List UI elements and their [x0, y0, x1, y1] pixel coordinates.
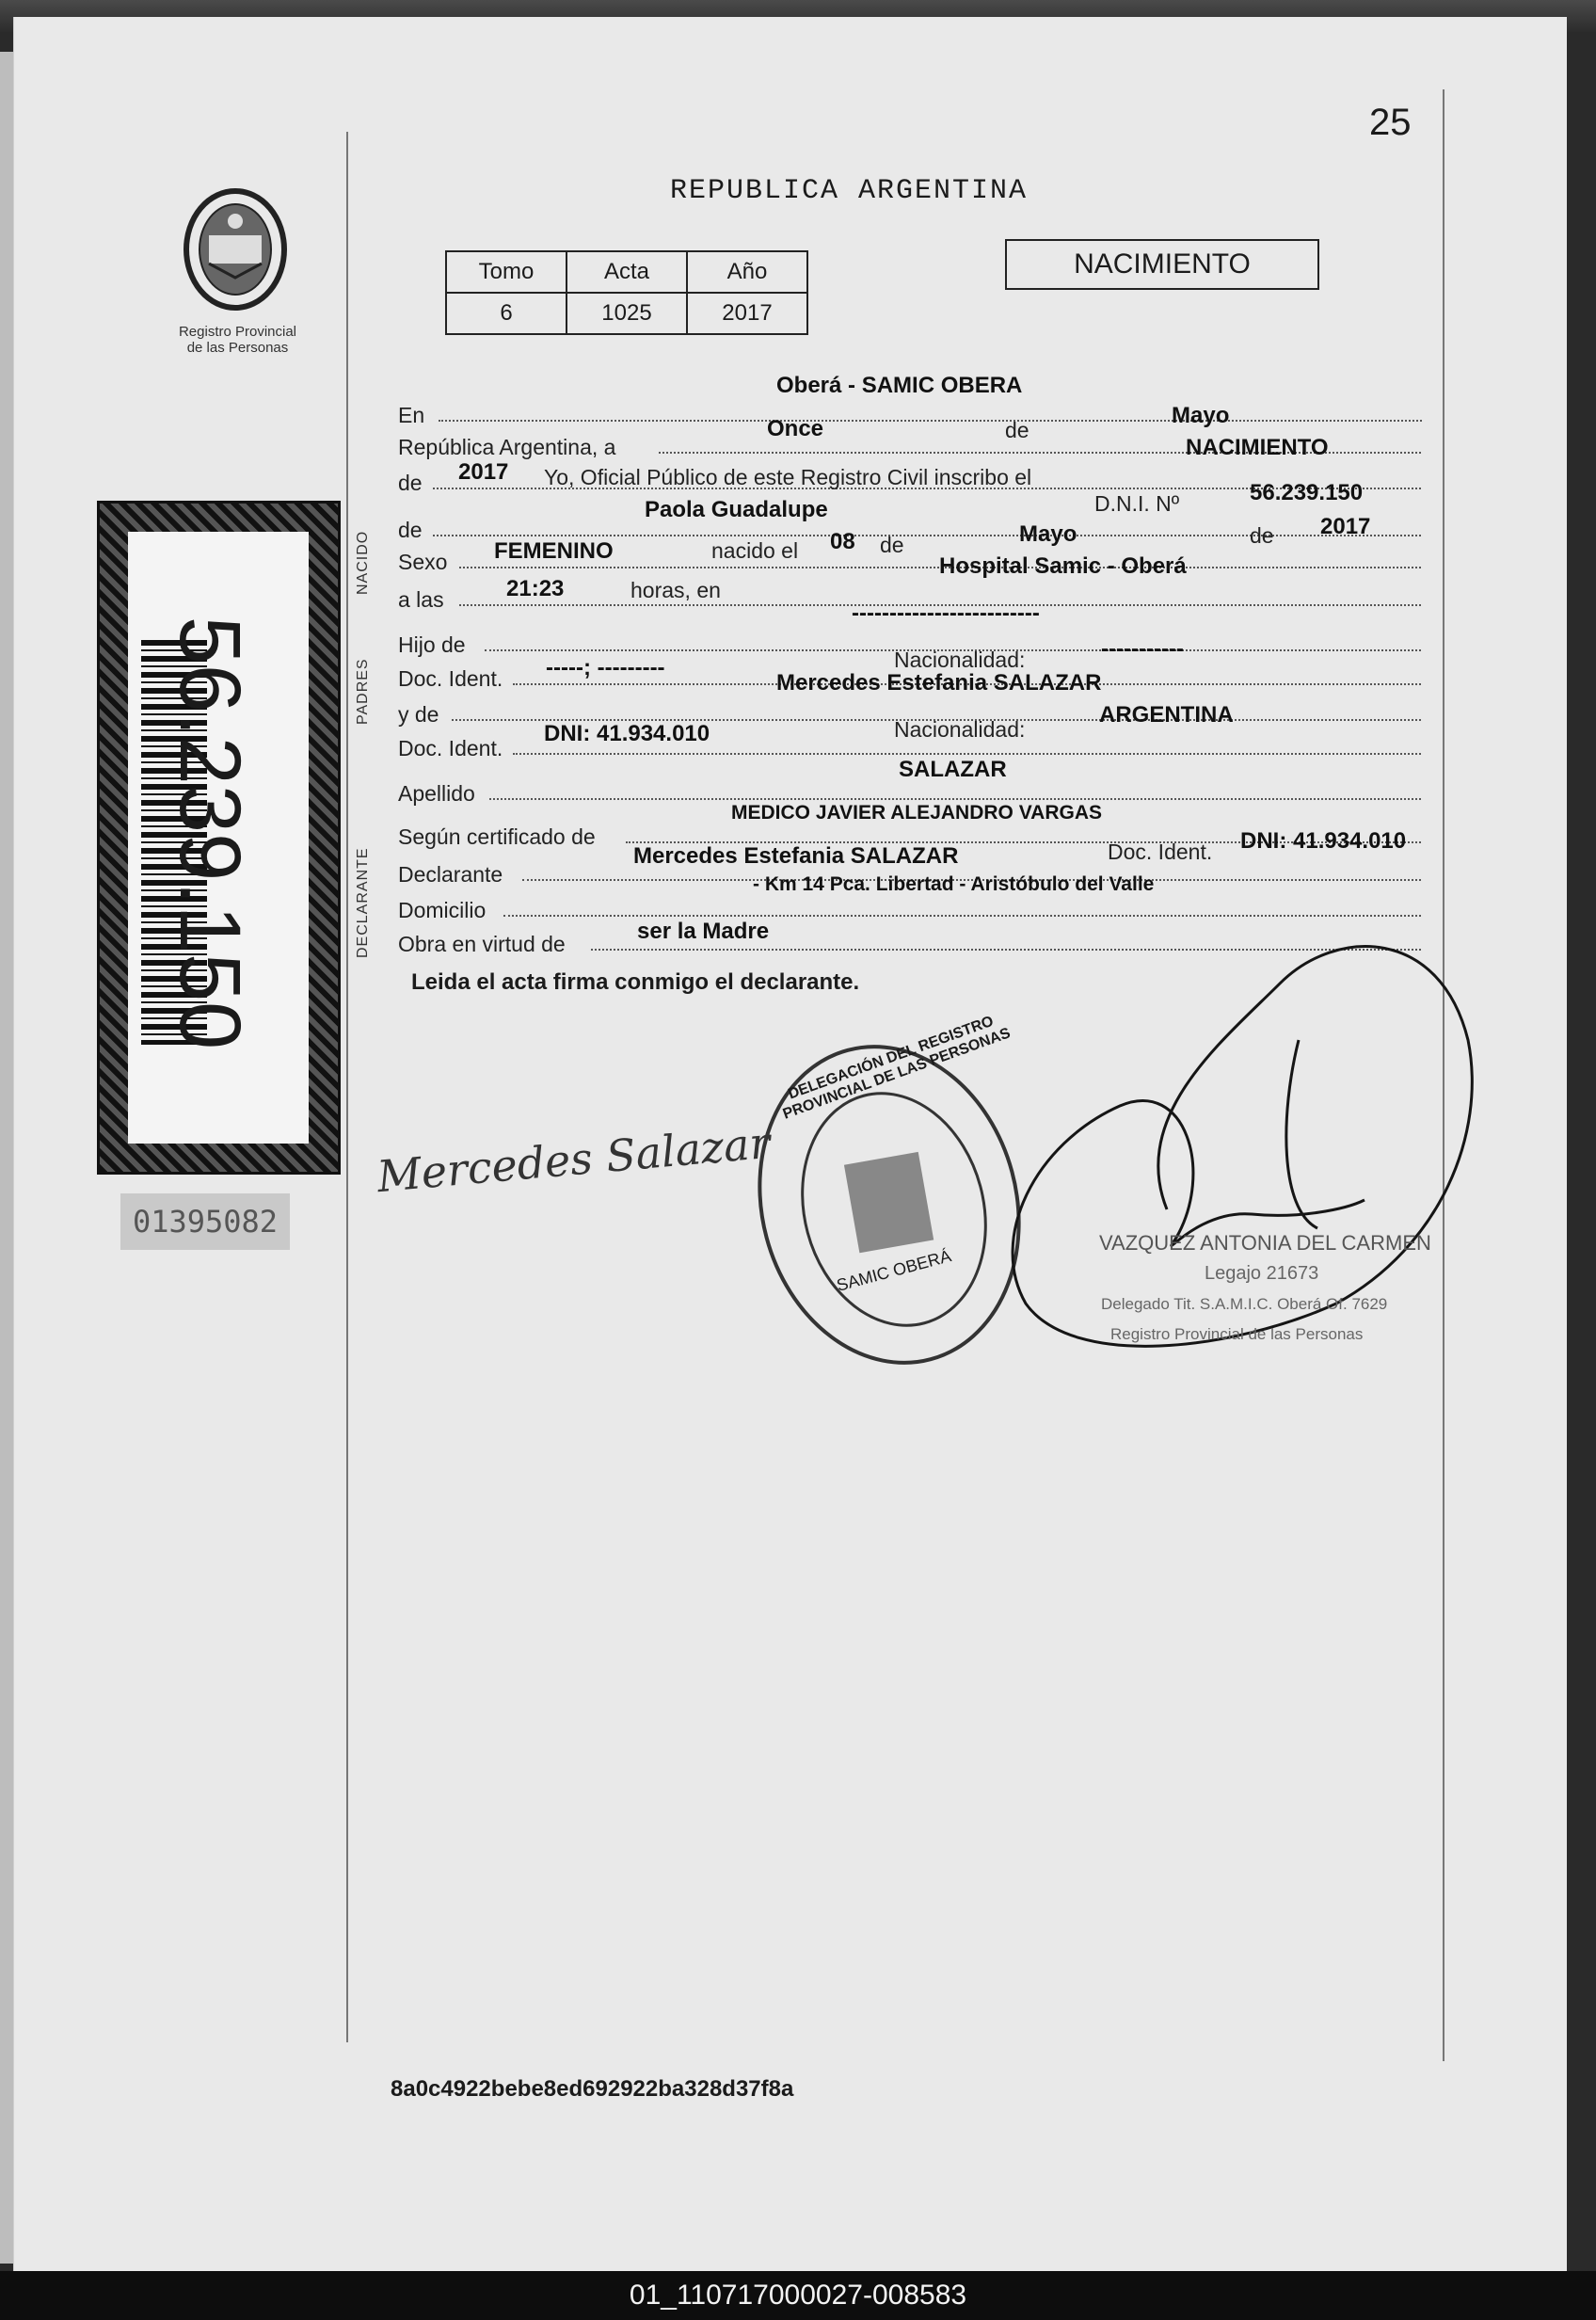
- closing-statement: Leida el acta firma conmigo el declarante.: [411, 969, 860, 995]
- domicilio-label: Domicilio: [398, 898, 487, 922]
- side-label-padres: PADRES: [355, 658, 371, 725]
- segun-label: Según certificado de: [398, 824, 596, 849]
- horas-label: horas, en: [630, 578, 721, 602]
- province-seal-logo: [179, 184, 292, 315]
- registry-table-header-row: [446, 251, 807, 293]
- de2-label: de: [398, 471, 423, 495]
- left-margin-line: [346, 132, 348, 2042]
- de5-label: de: [1250, 523, 1274, 548]
- side-label-declarante: DECLARANTE: [355, 847, 371, 958]
- dotted-line: [439, 420, 1422, 422]
- tomo-header: Tomo: [446, 251, 567, 293]
- obra-value: ser la Madre: [637, 919, 770, 944]
- hijo-value: -------------------------: [852, 600, 1040, 626]
- declarante-label: Declarante: [398, 862, 503, 887]
- nac2-value: ARGENTINA: [1099, 702, 1234, 728]
- place-value: Hospital Samic - Oberá: [939, 553, 1187, 579]
- segun-value: MEDICO JAVIER ALEJANDRO VARGAS: [731, 802, 1102, 824]
- docident2-label: Doc. Ident.: [398, 736, 503, 760]
- year-value: 2017: [458, 459, 509, 485]
- tomo-value: 6: [446, 293, 567, 334]
- page-title: REPUBLICA ARGENTINA: [670, 175, 1029, 207]
- oficial-text: Yo, Oficial Público de este Registro Civil inscribo el: [544, 465, 1032, 489]
- document-hash: 8a0c4922bebe8ed692922ba328d37f8a: [391, 2076, 794, 2102]
- nacido-label: nacido el: [711, 538, 799, 563]
- registry-table-value-row: [446, 293, 807, 334]
- docident1-label: Doc. Ident.: [398, 666, 503, 691]
- ano-value: 2017: [687, 293, 807, 334]
- dotted-line: [503, 915, 1421, 917]
- dotted-line: [489, 798, 1421, 800]
- logo-caption: [151, 324, 325, 356]
- nac1-value: -----------: [1101, 636, 1184, 662]
- barcode-number-text: 56.239.150: [162, 616, 258, 1050]
- sexo-label: Sexo: [398, 550, 448, 574]
- en-value: Oberá - SAMIC OBERA: [776, 373, 1023, 398]
- stamp-ring-text: DELEGACIÓN DEL REGISTRO PROVINCIAL DE LAS PERSONAS: [780, 1013, 1013, 1123]
- acta-header: Acta: [567, 251, 687, 293]
- seal-icon: [179, 184, 292, 315]
- stamp-inner-text: SAMIC OBERÁ: [834, 1246, 953, 1295]
- declarante-value: Mercedes Estefania SALAZAR: [633, 843, 959, 869]
- day-value: Once: [767, 416, 824, 441]
- sexo-value: FEMENINO: [494, 538, 614, 564]
- en-label: En: [398, 403, 425, 427]
- dotted-line: [513, 753, 1421, 755]
- official-name: VAZQUEZ ANTONIA DEL CARMEN: [1099, 1231, 1431, 1255]
- ano-header: Año: [687, 251, 807, 293]
- official-registro: Registro Provincial de las Personas: [1110, 1325, 1364, 1343]
- mother-value: Mercedes Estefania SALAZAR: [776, 670, 1102, 696]
- act-type-box: NACIMIENTO: [1005, 239, 1319, 290]
- month-value: Mayo: [1172, 403, 1230, 428]
- apellido-label: Apellido: [398, 781, 475, 806]
- nac2-label: Nacionalidad:: [894, 717, 1026, 742]
- declarant-signature: Mercedes Salazar: [375, 1116, 773, 1203]
- official-stamp: [753, 1013, 1026, 1384]
- de-label: de: [1005, 418, 1029, 442]
- de4-label: de: [880, 533, 904, 557]
- dni-label: D.N.I. Nº: [1094, 491, 1180, 516]
- obra-label: Obra en virtud de: [398, 932, 566, 956]
- docident3-label: Doc. Ident.: [1108, 840, 1213, 864]
- nac1-label: Nacionalidad:: [894, 648, 1026, 672]
- dni-value: 56.239.150: [1250, 480, 1364, 505]
- logo-caption-line1: Registro Provincial: [178, 324, 297, 340]
- de3-label: de: [398, 518, 423, 542]
- time-value: 21:23: [506, 576, 565, 601]
- serial-stamp: 01395082: [120, 1193, 290, 1250]
- logo-caption-line2: de las Personas: [186, 340, 289, 356]
- apellido-value: SALAZAR: [899, 757, 1007, 782]
- docident1-value: -----; ---------: [546, 655, 665, 680]
- republica-label: República Argentina, a: [398, 435, 616, 459]
- official-legajo: Legajo 21673: [1205, 1263, 1319, 1284]
- birth-year: 2017: [1320, 514, 1371, 539]
- docident3-value: DNI: 41.934.010: [1240, 828, 1407, 854]
- name-value: Paola Guadalupe: [645, 497, 828, 522]
- inscribo-value: NACIMIENTO: [1186, 435, 1329, 460]
- birth-day: 08: [830, 529, 855, 554]
- hijo-label: Hijo de: [398, 632, 466, 657]
- acta-value: 1025: [567, 293, 687, 334]
- docident2-value: DNI: 41.934.010: [544, 721, 710, 746]
- page-number: 25: [1369, 102, 1412, 143]
- domicilio-value: - Km 14 Pca. Libertad - Aristóbulo del Valle: [753, 873, 1155, 895]
- registry-table: [445, 250, 808, 335]
- yde-label: y de: [398, 702, 439, 727]
- official-cargo: Delegado Tit. S.A.M.I.C. Oberá Of. 7629: [1101, 1295, 1388, 1313]
- footer-id: 01_110717000027-008583: [0, 2271, 1596, 2320]
- birth-month: Mayo: [1019, 521, 1077, 547]
- alas-label: a las: [398, 587, 444, 612]
- side-label-nacido: NACIDO: [355, 530, 371, 595]
